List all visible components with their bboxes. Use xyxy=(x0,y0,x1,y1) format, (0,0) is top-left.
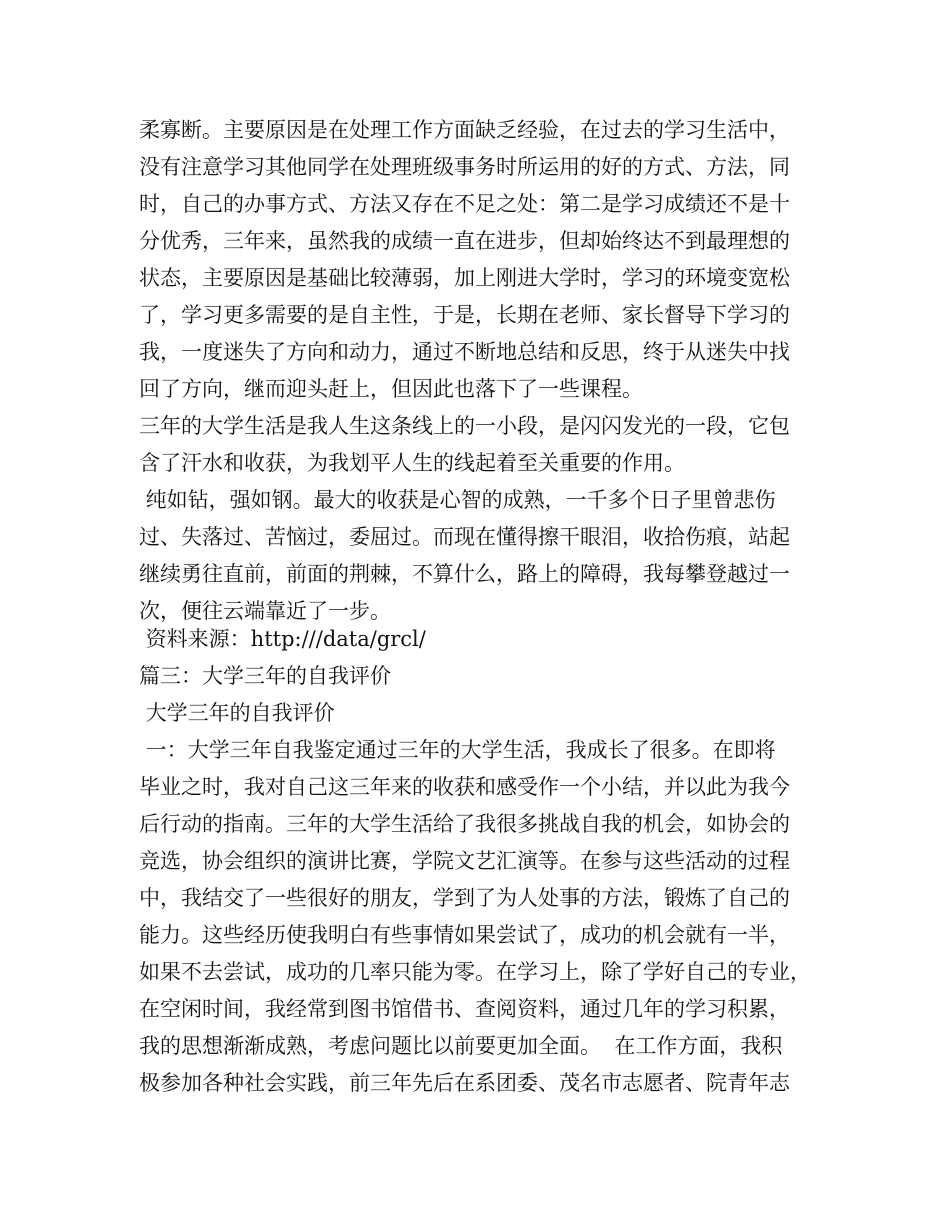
text-line: 含了汗水和收获，为我划平人生的线起着至关重要的作用。 xyxy=(139,451,685,475)
text-line: 继续勇往直前，前面的荆棘，不算什么，路上的障碍，我每攀登越过一 xyxy=(139,562,790,586)
text-line: 如果不去尝试，成功的几率只能为零。在学习上，除了学好自己的专业， xyxy=(139,960,811,984)
text-line: 时，自己的办事方式、方法又存在不足之处：第二是学习成绩还不是十 xyxy=(139,192,790,216)
text-line: 纯如钻，强如钢。最大的收获是心智的成熟，一千多个日子里曾悲伤 xyxy=(139,488,776,512)
text-line: 过、失落过、苦恼过，委屈过。而现在懂得擦干眼泪，收拾伤痕，站起 xyxy=(139,525,790,549)
text-line: 状态，主要原因是基础比较薄弱，加上刚进大学时，学习的环境变宽松 xyxy=(139,266,790,290)
section-subheading: 大学三年的自我评价 xyxy=(139,701,335,725)
text-line: 柔寡断。主要原因是在处理工作方面缺乏经验，在过去的学习生活中， xyxy=(139,118,790,142)
text-line: 了，学习更多需要的是自主性，于是，长期在老师、家长督导下学习的 xyxy=(139,303,790,327)
text-line: 极参加各种社会实践，前三年先后在系团委、茂名市志愿者、院青年志 xyxy=(139,1071,790,1095)
source-line: 资料来源：http:///data/grcl/ xyxy=(139,627,426,651)
text-line: 一：大学三年自我鉴定通过三年的大学生活，我成长了很多。在即将 xyxy=(139,738,776,762)
text-line: 毕业之时，我对自己这三年来的收获和感受作一个小结，并以此为我今 xyxy=(139,775,790,799)
text-line: 我，一度迷失了方向和动力，通过不断地总结和反思，终于从迷失中找 xyxy=(139,340,790,364)
text-line: 我的思想渐渐成熟，考虑问题比以前要更加全面。 在工作方面，我积 xyxy=(139,1034,783,1058)
text-line: 分优秀，三年来，虽然我的成绩一直在进步，但却始终达不到最理想的 xyxy=(139,229,790,253)
text-line: 三年的大学生活是我人生这条线上的一小段，是闪闪发光的一段，它包 xyxy=(139,414,790,438)
text-line: 能力。这些经历使我明白有些事情如果尝试了，成功的机会就有一半， xyxy=(139,923,790,947)
text-line: 次，便往云端靠近了一步。 xyxy=(139,599,391,623)
text-line: 没有注意学习其他同学在处理班级事务时所运用的好的方式、方法，同 xyxy=(139,155,790,179)
text-line: 在空闲时间，我经常到图书馆借书、查阅资料，通过几年的学习积累， xyxy=(139,997,790,1021)
section-heading: 篇三：大学三年的自我评价 xyxy=(139,664,391,688)
text-line: 后行动的指南。三年的大学生活给了我很多挑战自我的机会，如协会的 xyxy=(139,812,790,836)
text-line: 中，我结交了一些很好的朋友，学到了为人处事的方法，锻炼了自己的 xyxy=(139,886,790,910)
text-line: 竞选，协会组织的演讲比赛，学院文艺汇演等。在参与这些活动的过程 xyxy=(139,849,790,873)
text-line: 回了方向，继而迎头赶上，但因此也落下了一些课程。 xyxy=(139,377,643,401)
